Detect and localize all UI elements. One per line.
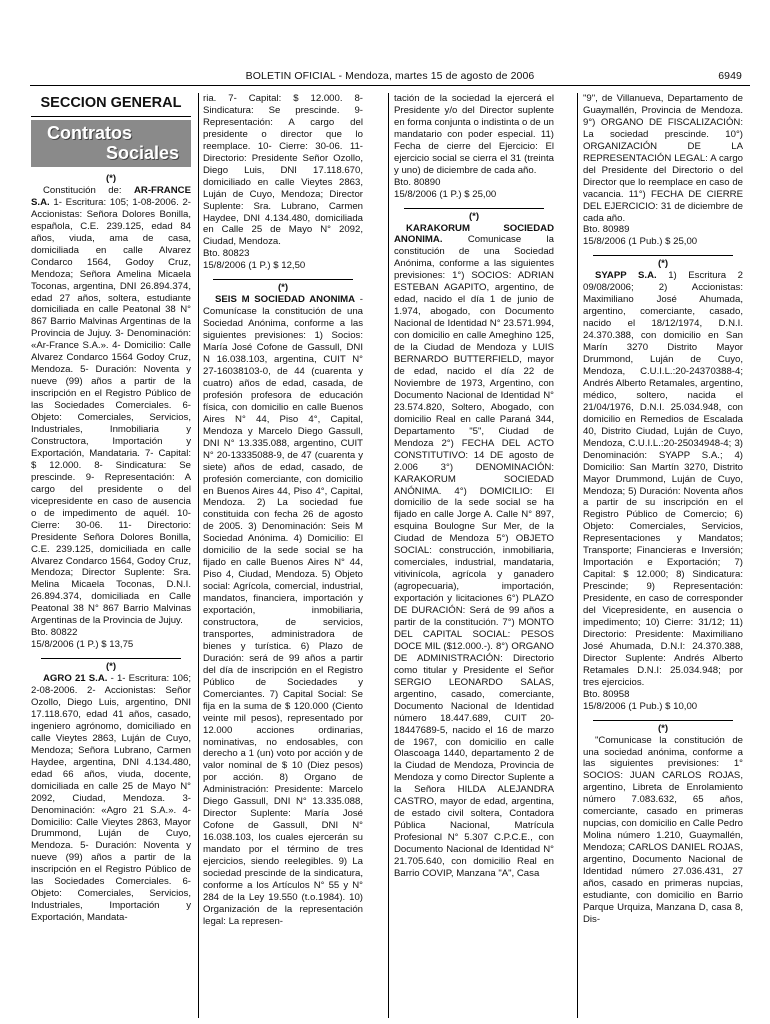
notice-agro21 (31, 673, 191, 924)
section-title: SECCION GENERAL (40, 95, 182, 111)
asterisk-marker: (*) (277, 282, 289, 294)
column-1 (31, 93, 191, 1018)
column-4 (583, 93, 743, 1018)
page-number: 6949 (718, 70, 742, 82)
notice-seis-m-continued: tación de la sociedad la ejercerá el Presidente y/o del Director suplente en forma conjunta o indistinta o de un mandatario con poder especial. 11) Fecha de cierre del Ejercicio: El ejercicio social se cierra el 31 (treinta y uno) de diciembre de cada año. (394, 93, 554, 176)
bto-number: Bto. 80822 (31, 627, 78, 639)
notice-separator (41, 658, 181, 659)
notice-body: - 1- Escritura: 106; 2-08-2006. 2- Accionistas: Señor Ozollo, Diego Luis, argentino, DNI 17.118.670, edad 41 años, casado, ingeniero agrónomo, domiciliado en calle Vieytes 2863, Luján de Cuyo, Mendoza; Señora Lubrano, Carmen Haydee, argentina, DNI 4.134.480, edad 66 años, viuda, docente, domiciliada en calle 25 de Mayo N° 2092, Ciudad, Mendoza. 3- Denominación: «Agro 21 S.A.». 4- Domicilio: Calle Vieytes 2863, Mayor Drummond, Luján de Cuyo, Mendoza. 5- Duración: Noventa y nueve (99) años a partir de la inscripción en el Registro Público de las Sociedades Comerciales. 6- Objeto: Comerciales, Servicios, Industriales, Importación y Exportación, Mandata- (31, 673, 191, 924)
header-rule (30, 85, 750, 86)
contratos-sociales-banner (31, 120, 191, 167)
company-name: AR-FRANCE S.A. (31, 184, 191, 208)
notice-separator (404, 208, 544, 209)
section-rule (31, 116, 191, 117)
asterisk-marker: (*) (105, 661, 117, 673)
bto-number: Bto. 80958 (583, 688, 630, 700)
notice-karakorum-continued: "9", de Villanueva, Departamento de Guaymallén, Provincia de Mendoza. 9°) ORGANO DE FISCALIZACIÓN: La sociedad prescinde. 10°) ORGANIZACIÓN DE LA REPRESENTACIÓN LEGAL: A cargo del Presidente del Directorio o del Director que lo reemplace en caso de vacancia. 11°) FECHA DE CIERRE DEL EJERCICIO: 31 de diciembre de cada año. (583, 93, 743, 224)
notice-constitution: "Comunicase la constitución de una sociedad anónima, conforme a las siguientes previsiones: 1° SOCIOS: JUAN CARLOS ROJAS, argentino, Libreta de Enrolamiento número 7.083.632, 65 años, comerciante, casado en primeras nupcias, con domicilio en Calle Pedro Molina número 1.210, Guaymallén, Mendoza; CARLOS DANIEL ROJAS, argentino, Documento Nacional de Identidad número 27.036.431, 27 años, casado en primeras nupcias, estudiante, con domicilio en Barrio Parque Urquiza, Manzana D, casa 8, Dis- (583, 734, 743, 925)
notice-body: 1) Escritura 2 09/08/2006; 2) Accionistas: Maximiliano José Ahumada, argentino, comerciante, casado, nacido el 18/12/1974, D.N.I. 24.370.388, con domicilio en San Marín 3270 Distrito Mayor Drummond, Luján de Cuyo, Mendoza, C.U.I.L.:20-24370388-4; Andrés Alberto Retamales, argentino, médico, soltero, nacida el 21/04/1976, D.N.I. 25.034.948, con domicilio en Remedios de Escalada 40, Distrito Ciudad, Luján de Cuyo, Mendoza, C.U.I.L.:20-25034948-4; 3) Denominación: SYAPP S.A.; 4) Domicilio: San Martín 3270, Distrito Mayor Drummond, Luján de Cuyo, Mendoza; 5) Duración: Noventa años a partir de su inscripción en el Registro Público de Comercio; 6) Objeto: Comerciales, Servicios, Representaciones y Mandatos; Transporte; Financieras e Inversión; Importación e Exportación; 7) Capital: $ 12.000; 8) Sindicatura: Prescinde; 9) Representación: Presidente, en caso de corresponder del Vicepresidente, en ausencia o impedimento; 10) Cierre: 31/12; 11) Directorio: Presidente: Maximiliano José Ahumada, D.N.I: 24.370.388, Director Suplente: Andrés Alberto Retamales D.N.I: 25.034.948; por tres ejercicios. (583, 270, 743, 688)
notice-agro21-continued: ria. 7- Capital: $ 12.000. 8- Sindicatura: Se prescinde. 9- Representación: A cargo del presidente o director que lo reemplace. 10- Cierre: 30-06. 11- Directorio: Presidente Señor Ozollo, Diego Luis, DNI 17.118.670, domiciliado en calle Vieytes 2863, Luján de Cuyo, Mendoza; Director Suplente: Sra. Lubrano, Carmen Haydee, DNI 4.134.480, domiciliada en Calle 25 de Mayo N° 2092, Ciudad, Mendoza. (203, 93, 363, 248)
banner-line-1: Contratos (47, 123, 132, 143)
notice-separator (593, 255, 733, 256)
notice-body: - Comunícase la constitución de una Sociedad Anónima, conforme a las siguientes previsiones: 1) Socios: María José Cofone de Gassull, DNI N 16.038.103, argentina, CUIT N° 27-16038103-0, de 44 (cuarenta y cuatro) años de edad, casada, de profesión profesora de educación física, con domicilio en calle Buenos Aires N° 44, Piso 4°, Capital, Mendoza y Marcelo Diego Gassull, DNI N° 13.335.088, argentino, CUIT N° 20-13335088-9, de 47 (cuarenta y siete) años de edad, casado, de profesión comerciante, con domicilio en Buenos Aires 44, Piso 4°, Capital, Mendoza. 2) La sociedad fue constituida con fecha 26 de agosto de 2005. 3) Denominación: Seis M Sociedad Anónima. 4) Domicilio: El domicilio de la sede social se ha fijado en calle Buenos Aires N° 44, Piso 4, Ciudad, Mendoza. 5) Objeto social: Agrícola, comercial, industrial, mandatos, financiera, importación y exportación, inmobiliaria, constructora, de servicios, transportes, administradora de bienes y turística. 6) Plazo de Duración: será de 99 años a partir del día de inscripción en el Registro Público de Sociedades y Comerciantes. 7) Capital Social: Se fija en la suma de $ 120.000 (Ciento veinte mil pesos), representado por 12.000 acciones ordinarias, nominativas, no endosables, con derecho a 1 (un) voto por acción y de valor nominal de $ 10 (Diez pesos) por acción. 8) Organo de Administración: Presidente: Marcelo Diego Gassull, DNI N° 13.335.088, Director Suplente: María José Cofone de Gassull, DNI N° 16.038.103, los cuales ejercerán su mandato por el término de tres ejercicios, siendo reelegibles. 9) La sociedad prescinde de la sindicatura, conforme a los Artículos N° 55 y N° 284 de la Ley 19.550 (t.o.1984). 10) Organización de la representación legal: La represen- (203, 294, 363, 927)
asterisk-marker: (*) (105, 173, 117, 184)
notice-seis-m (203, 294, 363, 928)
notice-lead: Constitución de: (43, 184, 134, 196)
publication-info: 15/8/2006 (1 P.) $ 12,50 (203, 260, 306, 272)
column-divider (388, 93, 389, 1018)
bto-number: Bto. 80823 (203, 248, 250, 260)
publication-info: 15/8/2006 (1 Pub.) $ 10,00 (583, 700, 698, 712)
bto-number: Bto. 80890 (394, 176, 441, 188)
publication-info: 15/8/2006 (1 Pub.) $ 25,00 (583, 236, 698, 248)
notice-syapp (583, 270, 743, 688)
notice-ar-france (31, 185, 191, 627)
column-divider (577, 93, 578, 1018)
publication-info: 15/8/2006 (1 P.) $ 25,00 (394, 188, 497, 200)
page-header (30, 70, 750, 84)
bulletin-title: BOLETIN OFICIAL - Mendoza, martes 15 de agosto de 2006 (245, 70, 535, 82)
banner-line-2: Sociales (105, 143, 179, 163)
notice-karakorum (394, 223, 554, 880)
company-name: SYAPP S.A. (595, 270, 657, 282)
notice-body: Comunicase la constitución de una Sociedad Anónima, conforme a las siguientes previsiones: 1°) SOCIOS: ADRIAN ESTEBAN AGAPITO, argentino, de edad, nacido el día 1 de junio de 1.974, abogado, con Documento Nacional de Identidad N° 23.571.994, con domicilio en calle Ameghino 125, de la Ciudad de Mendoza y LUIS BERNARDO BUTTERFIELD, mayor de edad, nacido el día 22 de Noviembre de 1973, Argentino, con Documento Nacional de Identidad N° 23.574.820, Soltero, Abogado, con domicilio Real en calle Paraná 344, Departamento "5", Ciudad de Mendoza 2°) FECHA DEL ACTO CONSTITUTIVO: 14 DE agosto de 2.006 3°) DENOMINACIÓN: KARAKORUM SOCIEDAD ANÓNIMA. 4°) DOMICILIO: El domicilio de la sede social se ha fijado en calle Jorge A. Calle N° 897, esquina Boulogne Sur Mer, de la Ciudad de Mendoza 5°) OBJETO SOCIAL: construcción, inmobiliaria, comerciales, industrial, mandataria, vitivinícola, agrícola y ganadero (agropecuaria), importación, exportación y licitaciones 6°) PLAZO DE DURACIÓN: Será de 99 años a partir de la constitución. 7°) MONTO DEL CAPITAL SOCIAL: PESOS DOCE MIL ($12.000.-). 8°) ORGANO DE ADMINISTRACIÓN: Directorio como titular y Presidente el Señor SERGIO LEONARDO SALAS, argentino, casado, comerciante, Documento Nacional de Identidad número 18.447.689, CUIT 20-18447689-5, nacido el 16 de marzo de 1967, con domicilio en calle Olascoaga 1440, departamento 2 de la Ciudad de Mendoza, Provincia de Mendoza y como Director Suplente a la Señora HILDA ALEJANDRA CASTRO, mayor de edad, argentina, de estado civil soltera, Contadora Pública Nacional, Matrícula Profesional N° 5.307 C.P.C.E., con Documento Nacional de Identidad N° 21.705.640, con domicilio Real en Barrio COVIP, Manzana "A", Casa (394, 234, 554, 879)
bto-number: Bto. 80989 (583, 224, 630, 236)
company-name: KARAKORUM SOCIEDAD ANONIMA. (394, 222, 554, 246)
column-2 (203, 93, 363, 1018)
notice-separator (593, 720, 733, 721)
column-divider (198, 93, 199, 1018)
notice-body: 1- Escritura: 105; 1-08-2006. 2- Accionistas: Señora Dolores Bonilla, española, C.E. 239.125, edad 84 años, viuda, ama de casa, domiciliada en calle Alvarez Condarco 1564, Godoy Cruz, Mendoza; Señora Amelina Micaela Toconas, argentina, DNI 26.894.374, edad 27 años, soltera, estudiante domiciliada en calle Peatonal 38 N° 867 Barrio Malvinas Argentinas de la Provincia de Jujuy. 3- Denominación: «Ar-France S.A.». 4- Domicilio: Calle Alvarez Condarco 1564 Godoy Cruz, Mendoza. 5- Duración: Noventa y nueve (99) años a partir de la inscripción en el Registro Público de las Sociedades Comerciales. 6- Objeto: Comerciales, Servicios, Industriales, Inmobiliaria y Constructora, Importación y Exportación, Mandataria. 7- Capital: $ 12.000. 8- Sindicatura: Se prescinde. 9- Representación: A cargo del presidente o del vicepresidente en caso de ausencia o de impedimento de aquél. 10- Cierre: 30-06. 11- Directorio: Presidente Señora Dolores Bonilla, C.E. 239.125, domiciliada en calle Alvarez Condarco 1564, Godoy Cruz, Mendoza; Director Suplente: Sra. Melina Micaela Toconas, D.N.I. 26.894.374, domiciliada en Calle Peatonal 38 N° 867 Barrio Malvinas Argentinas de la Provincia de Jujuy. (31, 196, 191, 627)
asterisk-marker: (*) (468, 210, 480, 222)
publication-info: 15/8/2006 (1 P.) $ 13,75 (31, 639, 134, 651)
company-name: AGRO 21 S.A. (43, 673, 108, 685)
asterisk-marker: (*) (657, 722, 669, 734)
asterisk-marker: (*) (657, 258, 669, 270)
notice-separator (213, 279, 353, 280)
company-name: SEIS M SOCIEDAD ANONIMA (215, 294, 356, 306)
column-3 (394, 93, 554, 1018)
